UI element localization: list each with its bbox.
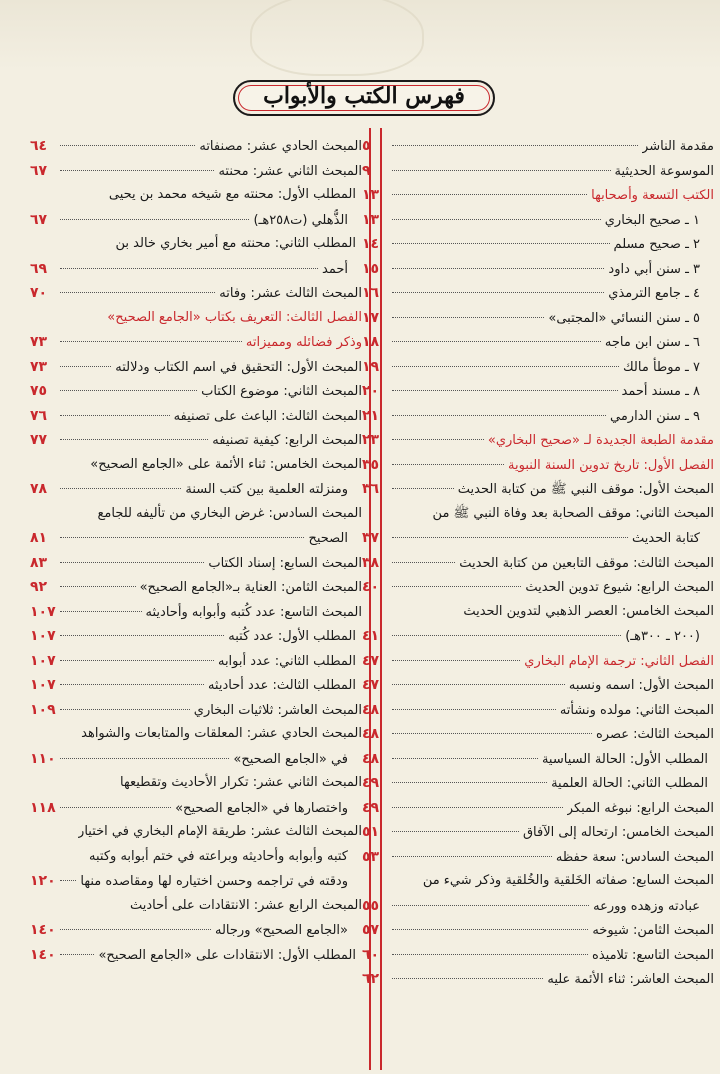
toc-page-number: ٧٠ bbox=[30, 285, 48, 301]
dot-leader bbox=[60, 292, 215, 293]
toc-entry bbox=[30, 747, 362, 772]
toc-page-number: ٣٧ bbox=[362, 530, 380, 546]
dot-leader bbox=[392, 929, 588, 930]
dot-leader bbox=[60, 439, 208, 440]
toc-entry-text: الموسوعة الحديثية bbox=[614, 163, 714, 179]
toc-entry-text: في «الجامع الصحيح» bbox=[233, 751, 348, 767]
toc-page-number: ١١٠ bbox=[30, 750, 56, 767]
toc-entry-text: المبحث التاسع: عدد كُتبه وأبوابه وأحاديثه bbox=[145, 604, 362, 620]
toc-entry-text: الفصل الثالث: التعريف بكتاب «الجامع الصحيح» bbox=[107, 309, 362, 325]
toc-page-number: ٢٣ bbox=[362, 432, 380, 448]
toc-entry bbox=[30, 673, 362, 698]
toc-page-number: ١٥ bbox=[362, 260, 380, 277]
faded-ornament bbox=[250, 0, 424, 76]
toc-page-number: ١٩ bbox=[362, 358, 380, 375]
toc-page-number: ٦٢ bbox=[362, 971, 380, 987]
toc-entry bbox=[30, 502, 362, 527]
dot-leader bbox=[392, 292, 604, 293]
dot-leader bbox=[60, 684, 204, 685]
toc-entry bbox=[362, 404, 714, 429]
toc-entry bbox=[362, 967, 714, 992]
dot-leader bbox=[392, 268, 604, 269]
toc-page-number: ١٠٧ bbox=[30, 652, 56, 669]
toc-entry-text: مقدمة الطبعة الجديدة لـ «صحيح البخاري» bbox=[487, 433, 714, 448]
dot-leader bbox=[60, 219, 249, 220]
toc-page-number: ٤١ bbox=[362, 628, 380, 644]
toc-entry bbox=[362, 600, 714, 625]
toc-entry bbox=[30, 453, 362, 478]
toc-page-number: ٥٥ bbox=[362, 897, 380, 914]
dot-leader bbox=[392, 537, 628, 538]
toc-entry-text: أحمد bbox=[322, 261, 348, 277]
toc-page-number: ١٣ bbox=[362, 211, 380, 228]
dot-leader bbox=[392, 439, 484, 440]
toc-entry bbox=[362, 257, 714, 282]
toc-entry bbox=[30, 355, 362, 380]
toc-page-number: ٨١ bbox=[30, 530, 48, 546]
toc-entry bbox=[362, 747, 714, 772]
toc-page-number: ٤٠ bbox=[362, 579, 380, 595]
toc-page-number: ٤٩ bbox=[362, 799, 380, 816]
toc-page-number: ١٧ bbox=[362, 309, 380, 326]
toc-entry-text: المبحث الخامس: ارتحاله إلى الآفاق bbox=[522, 825, 714, 840]
toc-page-number: ٣٦ bbox=[362, 481, 380, 497]
toc-entry-text: كتبه وأبوابه وأحاديثه وبراعته في ختم أبوابه وكتبه bbox=[89, 848, 348, 864]
toc-entry bbox=[362, 698, 714, 723]
dot-leader bbox=[392, 905, 589, 906]
dot-leader bbox=[392, 415, 606, 416]
toc-entry bbox=[30, 845, 362, 870]
toc-entry bbox=[30, 477, 362, 502]
toc-page-number: ٧٥ bbox=[30, 383, 48, 399]
dot-leader bbox=[392, 145, 638, 146]
toc-entry bbox=[362, 845, 714, 870]
toc-entry-text: ١ ـ صحيح البخاري bbox=[604, 212, 700, 228]
toc-entry-text: «الجامع الصحيح» ورجاله bbox=[214, 923, 348, 938]
toc-entry-text: المطلب الثاني: الحالة العلمية bbox=[551, 776, 708, 791]
toc-entry-text: المبحث السابع: صفاته الخَلقية والخُلقية وذكر شيء من bbox=[422, 873, 714, 888]
toc-page-number: ٤٧ bbox=[362, 677, 380, 693]
toc-entry-text: ٤ ـ جامع الترمذي bbox=[608, 286, 700, 301]
dot-leader bbox=[392, 660, 520, 661]
toc-page-number: ١٠٩ bbox=[30, 701, 56, 718]
toc-entry-text: المطلب الثاني: عدد أبوابه bbox=[217, 653, 356, 669]
dot-leader bbox=[60, 415, 170, 416]
toc-entry-text: وذكر فضائله ومميزاته bbox=[245, 335, 362, 350]
toc-page-number: ٦٧ bbox=[30, 211, 48, 228]
toc-entry-text: الفصل الثاني: ترجمة الإمام البخاري bbox=[524, 653, 714, 669]
toc-entry bbox=[362, 771, 714, 796]
toc-page-number: ١٨ bbox=[362, 334, 380, 350]
dot-leader bbox=[392, 978, 543, 979]
toc-entry-text: الذُّهلي (ت٢٥٨هـ) bbox=[253, 212, 348, 228]
page-title: فهرس الكتب والأبواب bbox=[263, 83, 465, 109]
dot-leader bbox=[60, 170, 214, 171]
toc-entry-text: المبحث السابع: إسناد الكتاب bbox=[208, 555, 362, 571]
toc-page-number: ٧٧ bbox=[30, 432, 48, 448]
toc-page-number: ٤٨ bbox=[362, 701, 380, 718]
toc-entry-text: المبحث الرابع: نبوغه المبكر bbox=[566, 800, 714, 816]
toc-entry bbox=[30, 771, 362, 796]
dot-leader bbox=[392, 635, 621, 636]
toc-entry-text: ٣ ـ سنن أبي داود bbox=[608, 261, 700, 277]
dot-leader bbox=[60, 709, 190, 710]
toc-page-number: ١٤٠ bbox=[30, 946, 56, 963]
toc-entry bbox=[30, 159, 362, 184]
toc-entry bbox=[362, 134, 714, 159]
toc-entry-text: عبادته وزهده وورعه bbox=[593, 898, 700, 914]
dot-leader bbox=[392, 464, 504, 465]
toc-entry-text: المبحث الخامس: ثناء الأئمة على «الجامع الصحيح» bbox=[90, 456, 362, 472]
toc-entry bbox=[30, 208, 362, 233]
toc-entry bbox=[362, 159, 714, 184]
toc-page-number: ٥١ bbox=[362, 824, 380, 840]
dot-leader bbox=[392, 219, 601, 220]
toc-entry-text: المطلب الأول: عدد كُتبه bbox=[228, 629, 356, 644]
toc-page-number: ٧٣ bbox=[30, 358, 48, 375]
toc-entry bbox=[30, 330, 362, 355]
toc-page-number: ٩٢ bbox=[30, 579, 48, 595]
dot-leader bbox=[392, 390, 618, 391]
dot-leader bbox=[392, 194, 587, 195]
toc-entry bbox=[30, 698, 362, 723]
toc-entry-text: المبحث الثاني عشر: محنته bbox=[218, 163, 362, 179]
dot-leader bbox=[60, 929, 211, 930]
toc-entry bbox=[30, 551, 362, 576]
toc-entry bbox=[30, 134, 362, 159]
toc-page-number: ١٠٧ bbox=[30, 603, 56, 620]
dot-leader bbox=[60, 488, 181, 489]
toc-entry bbox=[362, 894, 714, 919]
toc-entry bbox=[362, 477, 714, 502]
toc-entry bbox=[30, 600, 362, 625]
toc-entry-text: المبحث الثالث: عصره bbox=[595, 727, 714, 742]
dot-leader bbox=[392, 954, 588, 955]
toc-entry-text: الصحيح bbox=[308, 531, 348, 546]
toc-page-number: ٥٣ bbox=[362, 848, 380, 865]
toc-page-number: ٤٨ bbox=[362, 726, 380, 742]
toc-entry-text: المبحث الثاني عشر: تكرار الأحاديث وتقطيعها bbox=[120, 775, 362, 790]
toc-entry-text: المطلب الأول: محنته مع شيخه محمد بن يحيى bbox=[108, 187, 356, 202]
toc-entry-text: ٨ ـ مسند أحمد bbox=[621, 384, 700, 399]
toc-entry-text: ٩ ـ سنن الدارمي bbox=[610, 408, 700, 424]
toc-entry-text: المبحث الرابع: كيفية تصنيفه bbox=[212, 433, 362, 448]
toc-page-number: ١٢٠ bbox=[30, 873, 56, 889]
toc-entry bbox=[30, 869, 362, 894]
toc-page-number: ١٠٧ bbox=[30, 628, 56, 644]
toc-entry bbox=[30, 649, 362, 674]
toc-entry-text: المبحث الثالث: الباعث على تصنيفه bbox=[173, 408, 362, 424]
toc-entry-text: المبحث الثالث: موقف التابعين من كتابة الحديث bbox=[459, 555, 714, 571]
toc-entry-text: ٢ ـ صحيح مسلم bbox=[613, 237, 700, 252]
dot-leader bbox=[392, 562, 455, 563]
title-frame bbox=[233, 80, 495, 116]
toc-entry-text: (٢٠٠ ـ ٣٠٠هـ) bbox=[625, 629, 700, 644]
toc-entry-text: المطلب الأول: الانتقادات على «الجامع الصحيح» bbox=[98, 947, 356, 963]
toc-entry-text: المبحث الثاني: موضوع الكتاب bbox=[201, 384, 362, 399]
toc-entry bbox=[362, 624, 714, 649]
toc-entry-text: ٦ ـ سنن ابن ماجه bbox=[604, 335, 700, 350]
dot-leader bbox=[392, 488, 454, 489]
toc-page-number: ٢٠ bbox=[362, 383, 380, 399]
toc-page-number: ١٣ bbox=[362, 187, 380, 203]
toc-page-number: ٧٦ bbox=[30, 407, 48, 424]
dot-leader bbox=[60, 366, 111, 367]
dot-leader bbox=[60, 954, 94, 955]
dot-leader bbox=[60, 562, 204, 563]
toc-entry-text: المطلب الأول: الحالة السياسية bbox=[541, 751, 708, 767]
toc-entry bbox=[362, 281, 714, 306]
dot-leader bbox=[60, 586, 136, 587]
toc-entry bbox=[362, 306, 714, 331]
dot-leader bbox=[392, 243, 610, 244]
dot-leader bbox=[392, 317, 544, 318]
toc-page-number: ٦٠ bbox=[362, 946, 380, 963]
toc-entry-text: المبحث السادس: غرض البخاري من تأليفه للجامع bbox=[97, 505, 362, 521]
dot-leader bbox=[60, 880, 76, 881]
toc-right-column bbox=[362, 134, 714, 992]
toc-entry bbox=[362, 379, 714, 404]
toc-entry-text: المبحث التاسع: تلاميذه bbox=[592, 947, 714, 963]
dot-leader bbox=[392, 807, 563, 808]
toc-entry bbox=[30, 257, 362, 282]
toc-entry bbox=[30, 281, 362, 306]
toc-entry bbox=[362, 943, 714, 968]
toc-page-number: ٦٤ bbox=[30, 138, 48, 154]
toc-entry-text: كتابة الحديث bbox=[632, 531, 700, 546]
toc-entry bbox=[30, 820, 362, 845]
toc-entry bbox=[362, 428, 714, 453]
dot-leader bbox=[60, 807, 171, 808]
dot-leader bbox=[392, 684, 565, 685]
toc-entry-text: المبحث الثامن: شيوخه bbox=[592, 923, 714, 938]
toc-entry-text: المبحث الثامن: العناية بـ«الجامع الصحيح» bbox=[139, 580, 362, 595]
toc-entry bbox=[362, 355, 714, 380]
toc-entry bbox=[362, 869, 714, 894]
toc-page-number: ١٤٠ bbox=[30, 922, 56, 938]
toc-entry bbox=[362, 502, 714, 527]
toc-page-number: ٩ bbox=[362, 162, 371, 179]
toc-entry-text: المبحث الثالث عشر: وفاته bbox=[219, 286, 362, 301]
toc-entry bbox=[30, 796, 362, 821]
toc-entry bbox=[362, 526, 714, 551]
toc-entry-text: ٥ ـ سنن النسائي «المجتبى» bbox=[548, 310, 700, 326]
toc-page-number: ٤٧ bbox=[362, 652, 380, 669]
toc-entry-text: المبحث الثاني: مولده ونشأته bbox=[559, 702, 714, 718]
toc-page-number: ٥٧ bbox=[362, 922, 380, 938]
toc-entry-text: ومنزلته العلمية بين كتب السنة bbox=[185, 482, 348, 497]
toc-entry bbox=[30, 404, 362, 429]
toc-entry bbox=[30, 379, 362, 404]
toc-entry bbox=[362, 820, 714, 845]
toc-entry bbox=[30, 722, 362, 747]
toc-entry bbox=[362, 183, 714, 208]
toc-entry bbox=[30, 575, 362, 600]
toc-page-number: ٧٣ bbox=[30, 334, 48, 350]
toc-entry-text: المبحث العاشر: ثلاثيات البخاري bbox=[193, 702, 362, 718]
toc-entry bbox=[30, 428, 362, 453]
toc-entry-text: المبحث الثاني: موقف الصحابة بعد وفاة النبي ﷺ من bbox=[432, 505, 714, 521]
toc-page-number: ١١٨ bbox=[30, 799, 56, 816]
toc-entry-text: المبحث الثالث عشر: طريقة الإمام البخاري في اختيار bbox=[78, 824, 362, 839]
toc-entry-text: المبحث الحادي عشر: مصنفاته bbox=[199, 139, 362, 154]
toc-entry bbox=[362, 330, 714, 355]
toc-entry bbox=[30, 943, 362, 968]
toc-entry-text: المبحث الأول: موقف النبي ﷺ من كتابة الحديث bbox=[457, 482, 714, 497]
toc-entry bbox=[30, 624, 362, 649]
toc-page-number: ١٦ bbox=[362, 285, 380, 301]
toc-entry bbox=[30, 183, 362, 208]
toc-entry-text: واختصارها في «الجامع الصحيح» bbox=[175, 800, 348, 816]
toc-page-number: ٨٣ bbox=[30, 554, 48, 571]
dot-leader bbox=[392, 856, 552, 857]
toc-entry-text: المبحث الخامس: العصر الذهبي لتدوين الحديث bbox=[463, 603, 714, 619]
toc-entry bbox=[362, 551, 714, 576]
toc-entry-text: المبحث الرابع: شيوع تدوين الحديث bbox=[525, 580, 714, 595]
dot-leader bbox=[392, 170, 611, 171]
dot-leader bbox=[60, 635, 224, 636]
dot-leader bbox=[60, 341, 242, 342]
dot-leader bbox=[60, 145, 195, 146]
toc-entry-text: المبحث الرابع عشر: الانتقادات على أحاديث bbox=[129, 897, 362, 913]
toc-page-number: ٦٩ bbox=[30, 260, 48, 277]
dot-leader bbox=[60, 611, 142, 612]
toc-entry bbox=[362, 673, 714, 698]
dot-leader bbox=[60, 390, 197, 391]
toc-entry-text: المبحث السادس: سعة حفظه bbox=[555, 849, 714, 865]
toc-entry bbox=[362, 918, 714, 943]
toc-entry bbox=[362, 796, 714, 821]
toc-entry-text: المبحث الأول: التحقيق في اسم الكتاب ودلالته bbox=[115, 359, 362, 375]
toc-page-number: ٤٨ bbox=[362, 750, 380, 767]
toc-entry-text: مقدمة الناشر bbox=[642, 139, 714, 154]
toc-page-number: ٥ bbox=[362, 138, 371, 154]
toc-entry bbox=[30, 894, 362, 919]
toc-entry bbox=[30, 232, 362, 257]
dot-leader bbox=[392, 782, 547, 783]
dot-leader bbox=[392, 341, 601, 342]
toc-page-number: ٣٥ bbox=[362, 456, 380, 473]
toc-entry-text: المطلب الثاني: محنته مع أمير بخاري خالد بن bbox=[115, 236, 356, 251]
toc-page-number: ١٠٧ bbox=[30, 677, 56, 693]
toc-left-column bbox=[30, 134, 362, 967]
toc-entry-text: ٧ ـ موطأ مالك bbox=[622, 359, 700, 375]
toc-entry bbox=[362, 575, 714, 600]
dot-leader bbox=[392, 709, 556, 710]
toc-entry-text: الفصل الأول: تاريخ تدوين السنة النبوية bbox=[508, 457, 714, 473]
toc-page-number: ٢١ bbox=[362, 407, 380, 424]
toc-page-number: ٤٩ bbox=[362, 775, 380, 791]
dot-leader bbox=[60, 758, 229, 759]
dot-leader bbox=[392, 733, 592, 734]
toc-entry-text: المبحث الحادي عشر: المعلقات والمتابعات والشواهد bbox=[81, 726, 362, 741]
toc-entry-text: المبحث العاشر: ثناء الأئمة عليه bbox=[547, 972, 714, 987]
dot-leader bbox=[392, 586, 521, 587]
toc-entry bbox=[30, 918, 362, 943]
toc-entry-text: المبحث الأول: اسمه ونسبه bbox=[568, 678, 714, 693]
toc-entry bbox=[30, 526, 362, 551]
toc-page-number: ٣٨ bbox=[362, 554, 380, 571]
toc-entry-text: ودقته في تراجمه وحسن اختياره لها ومقاصده منها bbox=[80, 874, 348, 889]
toc-entry bbox=[362, 232, 714, 257]
toc-entry-text: المطلب الثالث: عدد أحاديثه bbox=[207, 678, 356, 693]
dot-leader bbox=[392, 831, 519, 832]
toc-entry bbox=[362, 722, 714, 747]
dot-leader bbox=[60, 660, 214, 661]
toc-page-number: ٧٨ bbox=[30, 481, 48, 497]
dot-leader bbox=[392, 366, 619, 367]
toc-entry bbox=[30, 306, 362, 331]
toc-entry bbox=[362, 208, 714, 233]
dot-leader bbox=[392, 758, 538, 759]
dot-leader bbox=[60, 268, 318, 269]
toc-entry-text: الكتب التسعة وأصحابها bbox=[591, 188, 714, 203]
toc-page-number: ٦٧ bbox=[30, 162, 48, 179]
toc-entry bbox=[362, 453, 714, 478]
toc-page-number: ١٤ bbox=[362, 236, 380, 252]
toc-entry bbox=[362, 649, 714, 674]
dot-leader bbox=[60, 537, 304, 538]
